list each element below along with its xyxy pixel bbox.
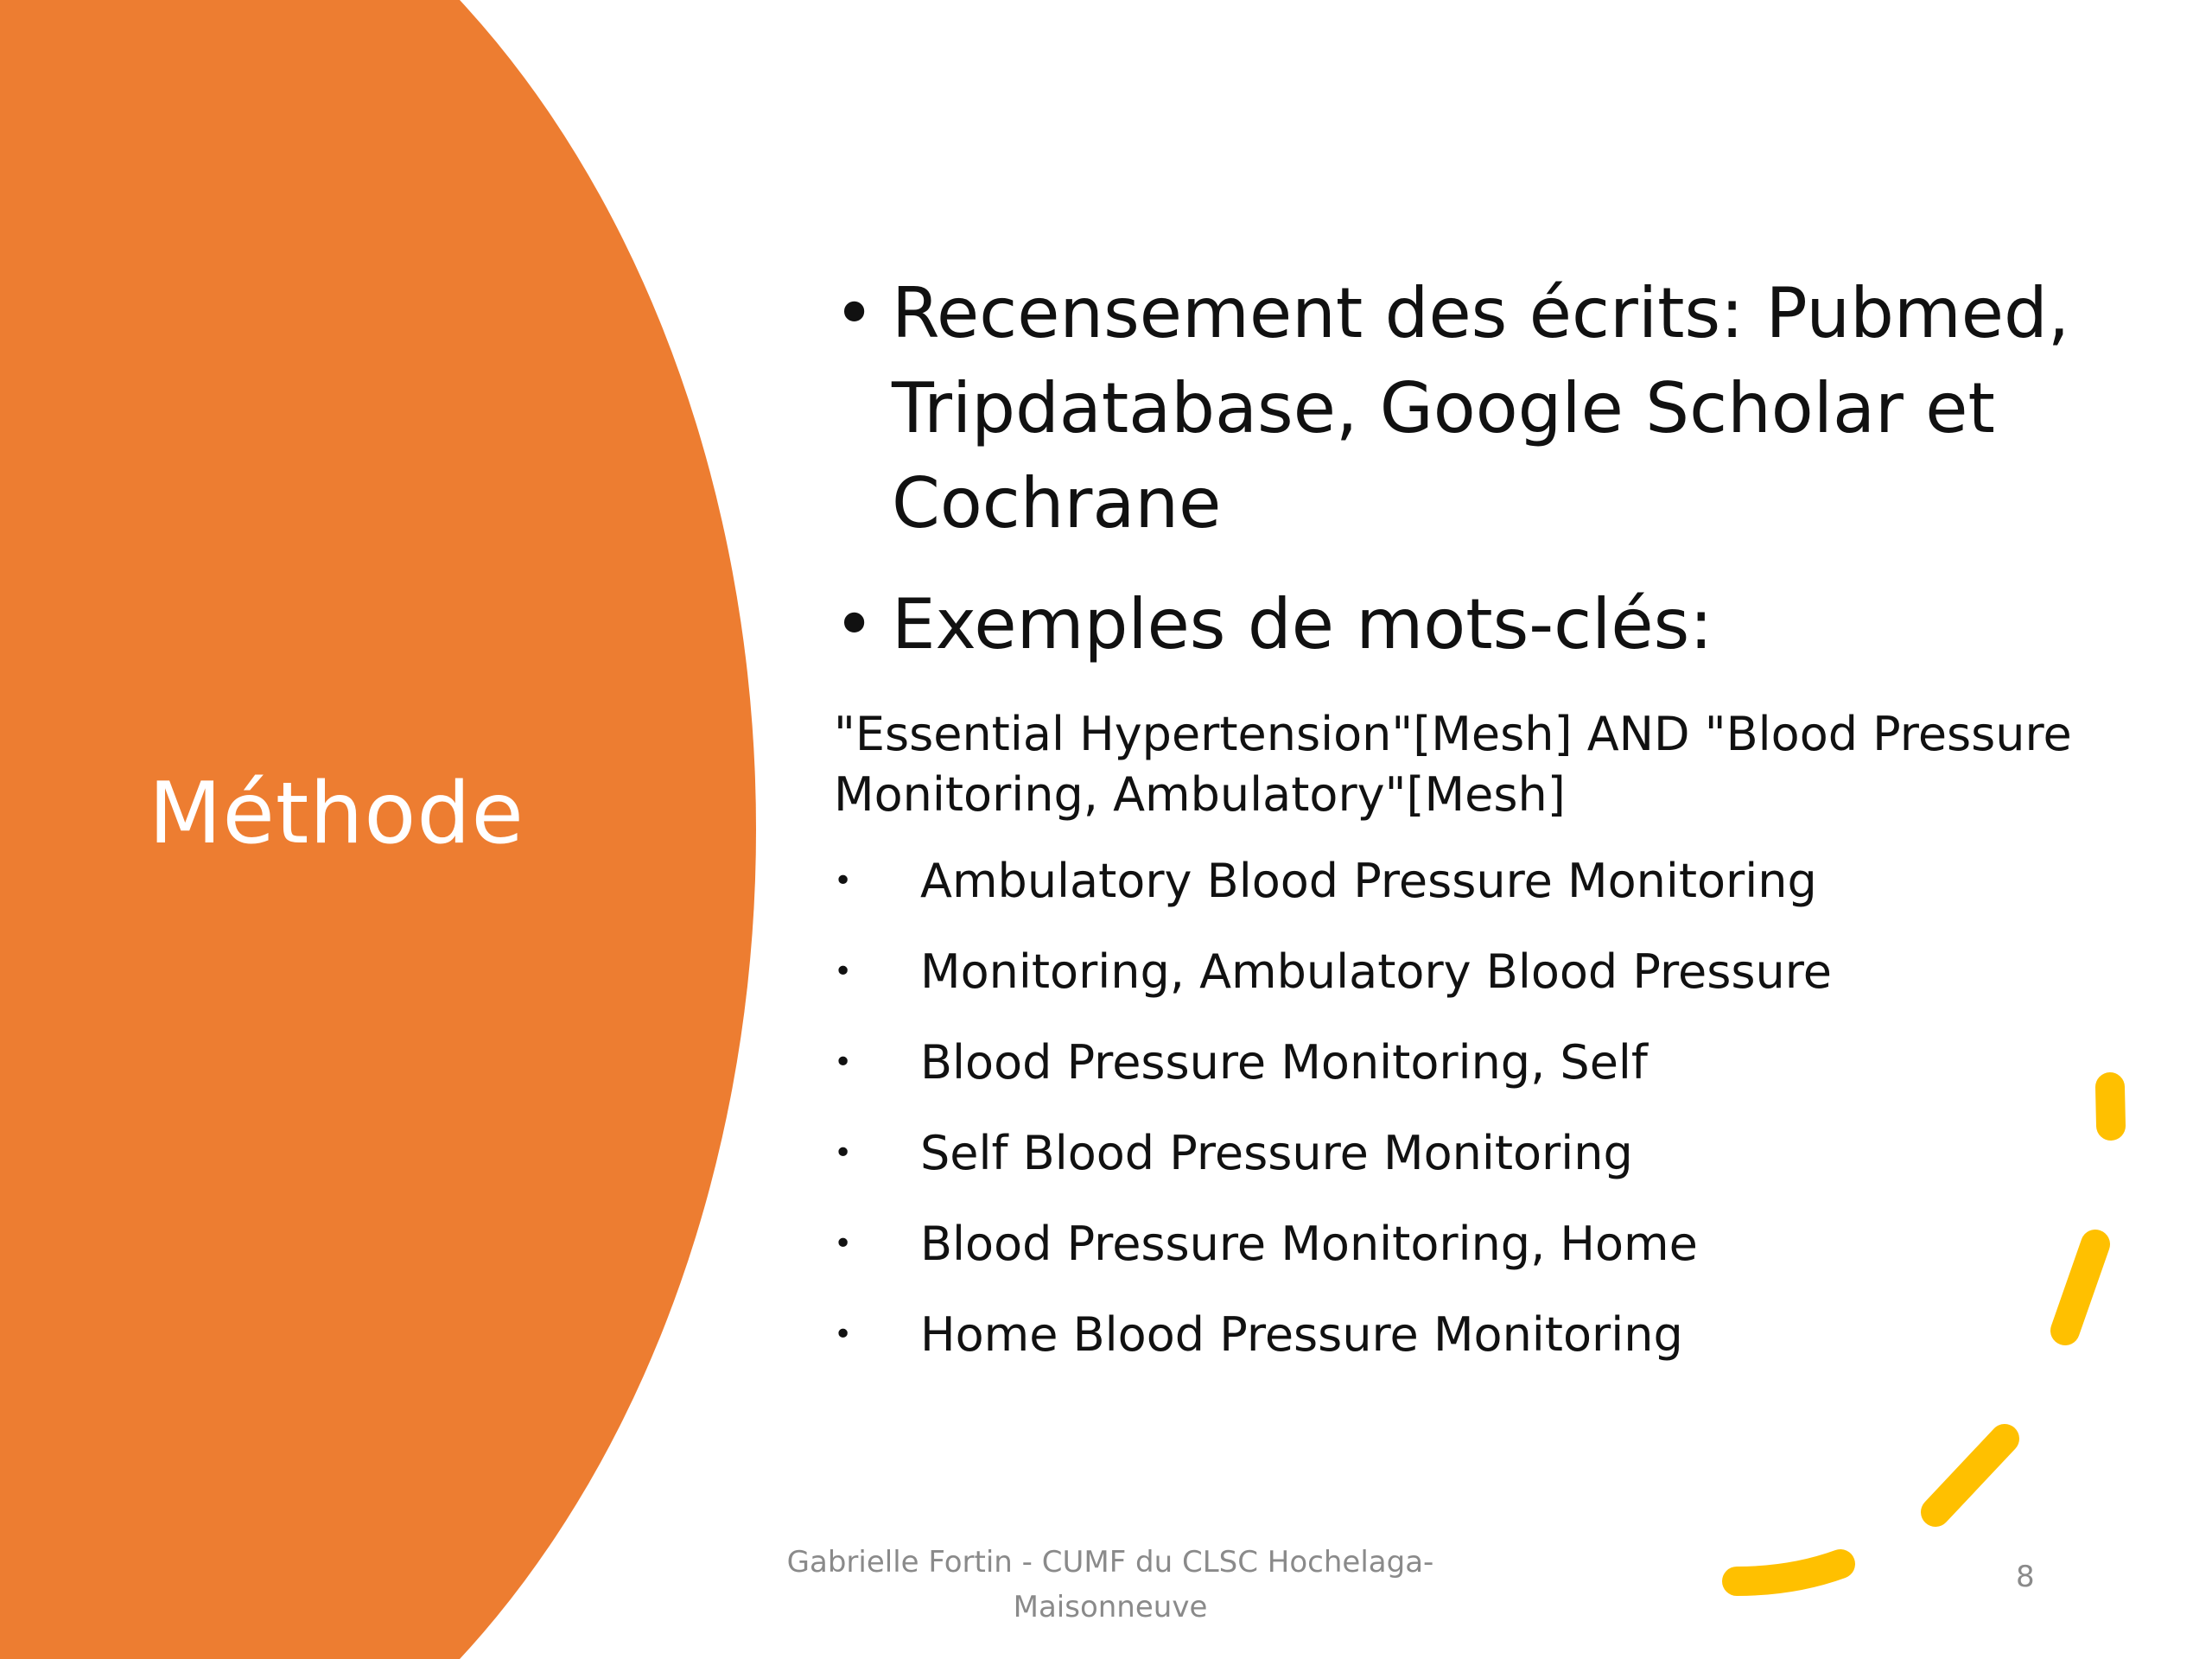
bullet-keyword-examples [834,577,2130,672]
keyword-bullet: • [834,1045,853,1080]
keyword-bullet: • [834,954,853,989]
keyword-item [834,942,1832,1002]
slide-footer: Gabrielle Fortin - CUMF du CLSC Hochelaga-Maisonneuve [786,1545,1434,1624]
keyword-item [834,1033,1648,1093]
keyword-text: Home Blood Pressure Monitoring [920,1307,1683,1362]
bullet-dot: • [834,584,875,664]
page-number: 8 [2016,1560,2035,1594]
yellow-dashed-arc [1737,1087,2111,1581]
keyword-item [834,1214,1698,1274]
keyword-text: Self Blood Pressure Monitoring [920,1126,1633,1180]
keyword-bullet: • [834,1226,853,1262]
keyword-item [834,1305,1683,1365]
bullet-text: Exemples de mots-clés: [892,584,1713,664]
keyword-text: Blood Pressure Monitoring, Self [920,1035,1648,1090]
keyword-bullet: • [834,863,853,899]
keyword-bullet: • [834,1135,853,1171]
keyword-item [834,851,1817,912]
slide-title: Méthode [149,765,524,863]
keyword-item [834,1123,1633,1184]
keyword-text: Monitoring, Ambulatory Blood Pressure [920,944,1832,999]
keyword-text: Ambulatory Blood Pressure Monitoring [920,854,1817,908]
bullet-literature-review [834,266,2130,551]
keyword-text: Blood Pressure Monitoring, Home [920,1217,1698,1271]
keyword-bullet: • [834,1317,853,1352]
mesh-query: "Essential Hypertension"[Mesh] AND "Blood Pressure Monitoring, Ambulatory"[Mesh] [834,707,2072,822]
bullet-text: Recensement des écrits: Pubmed, Tripdatabase, Google Scholar et Cochrane [892,273,2070,543]
bullet-dot: • [834,273,875,353]
